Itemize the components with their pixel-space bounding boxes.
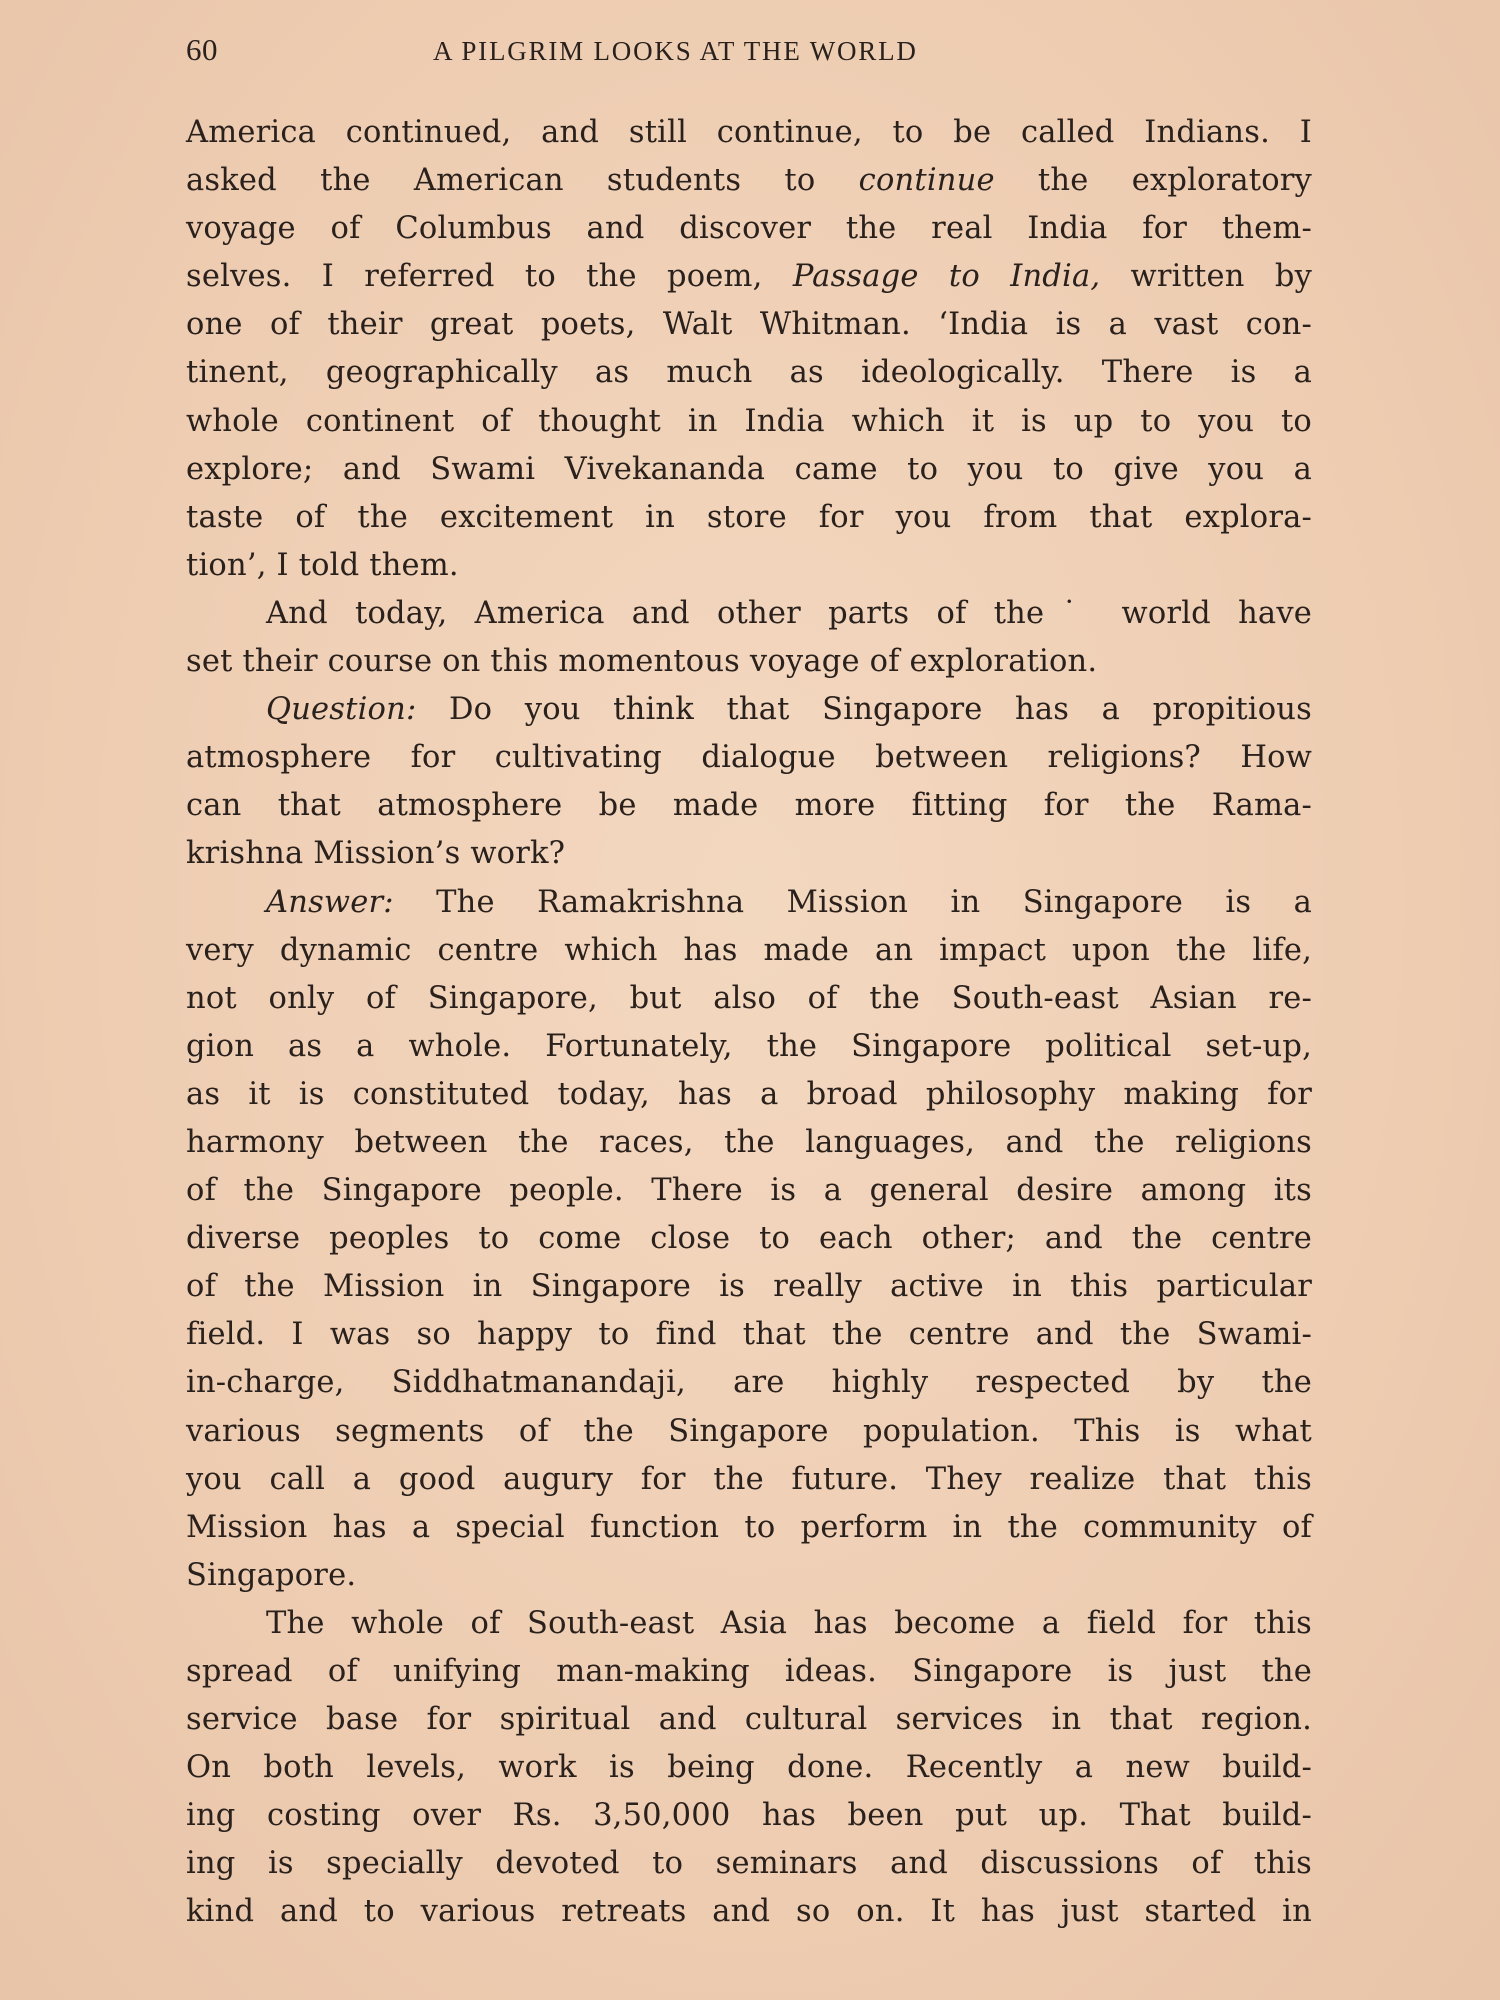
text-run: very dynamic centre which has made an impact upon the life, bbox=[186, 932, 1312, 968]
text-run: Do you think that Singapore has a propitious bbox=[416, 692, 1312, 728]
text-line bbox=[186, 1744, 1312, 1792]
text-run: And today, America and other parts of the˙ world have bbox=[266, 595, 1312, 631]
text-run: of the Mission in Singapore is really active in this particular bbox=[186, 1269, 1312, 1305]
text-run: explore; and Swami Vivekananda came to you to give you a bbox=[186, 451, 1312, 487]
text-line bbox=[186, 590, 1312, 638]
text-line bbox=[186, 686, 1312, 734]
text-run: of the Singapore people. There is a general desire among its bbox=[186, 1173, 1312, 1209]
text-line bbox=[186, 1359, 1312, 1407]
text-line bbox=[186, 1792, 1312, 1840]
paragraph bbox=[186, 590, 1312, 686]
text-run: one of their great poets, Walt Whitman. ‘India is a vast con- bbox=[186, 307, 1312, 343]
text-line bbox=[186, 398, 1312, 446]
page-header bbox=[186, 32, 1312, 76]
text-run: spread of unifying man-making ideas. Singapore is just the bbox=[186, 1654, 1312, 1689]
text-line bbox=[186, 638, 1312, 686]
text-line bbox=[186, 1600, 1312, 1648]
text-line bbox=[186, 301, 1312, 349]
text-run: the exploratory bbox=[994, 163, 1312, 199]
text-line bbox=[186, 1552, 1312, 1600]
running-title: A PILGRIM LOOKS AT THE WORLD bbox=[433, 36, 918, 66]
text-run: gion as a whole. Fortunately, the Singapore political set-up, bbox=[186, 1028, 1312, 1064]
text-line bbox=[186, 782, 1312, 830]
text-line bbox=[186, 1215, 1312, 1263]
text-line bbox=[186, 1071, 1312, 1119]
text-run: harmony between the races, the languages, and the religions bbox=[186, 1124, 1312, 1160]
text-run: selves. I referred to the poem, bbox=[186, 259, 793, 295]
italic-run: Passage to India, bbox=[792, 259, 1101, 295]
text-line bbox=[186, 446, 1312, 494]
text-run: whole continent of thought in India which it is up to you to bbox=[186, 403, 1312, 439]
text-run: tion’, I told them. bbox=[186, 547, 459, 583]
text-run: written by bbox=[1100, 259, 1313, 295]
text-line bbox=[186, 109, 1312, 157]
text-run: The Ramakrishna Mission in Singapore is a bbox=[393, 884, 1312, 920]
text-run: set their course on this momentous voyage of exploration. bbox=[186, 644, 1098, 680]
paragraph bbox=[186, 109, 1312, 590]
text-run: ing is specially devoted to seminars and discussions of this bbox=[186, 1846, 1312, 1882]
text-line bbox=[186, 542, 1312, 590]
text-line bbox=[186, 1311, 1312, 1359]
text-run: krishna Mission’s work? bbox=[186, 836, 566, 872]
text-line bbox=[186, 253, 1312, 301]
text-line bbox=[186, 1648, 1312, 1696]
text-line bbox=[186, 1167, 1312, 1215]
text-line bbox=[186, 1263, 1312, 1311]
body-text bbox=[186, 109, 1312, 1937]
text-run: ing costing over Rs. 3,50,000 has been put up. That build- bbox=[186, 1798, 1312, 1834]
text-run: atmosphere for cultivating dialogue between religions? How bbox=[186, 740, 1312, 776]
text-line bbox=[186, 1888, 1312, 1936]
page-number: 60 bbox=[186, 32, 218, 67]
text-line bbox=[186, 975, 1312, 1023]
text-run: you call a good augury for the future. They realize that this bbox=[186, 1461, 1312, 1497]
text-run: field. I was so happy to find that the centre and the Swami- bbox=[186, 1317, 1312, 1353]
text-line bbox=[186, 1408, 1312, 1456]
italic-run: Question: bbox=[266, 692, 417, 728]
paragraph bbox=[186, 879, 1312, 1600]
text-line bbox=[186, 1456, 1312, 1504]
text-line bbox=[186, 1119, 1312, 1167]
text-line bbox=[186, 927, 1312, 975]
text-run: The whole of South-east Asia has become a field for this bbox=[266, 1605, 1312, 1641]
text-run: Singapore. bbox=[186, 1557, 357, 1593]
text-line bbox=[186, 1840, 1312, 1888]
text-run: On both levels, work is being done. Recently a new build- bbox=[186, 1750, 1312, 1786]
paragraph bbox=[186, 686, 1312, 878]
text-run: voyage of Columbus and discover the real India for them- bbox=[186, 211, 1312, 247]
text-line bbox=[186, 494, 1312, 542]
text-line bbox=[186, 349, 1312, 397]
italic-run: continue bbox=[858, 163, 995, 199]
text-run: Mission has a special function to perform in the community of bbox=[186, 1509, 1312, 1545]
text-run: diverse peoples to come close to each other; and the centre bbox=[186, 1221, 1312, 1257]
text-line bbox=[186, 830, 1312, 878]
text-line bbox=[186, 734, 1312, 782]
text-run: America continued, and still continue, to be called Indians. I bbox=[186, 115, 1312, 150]
text-run: service base for spiritual and cultural services in that region. bbox=[186, 1702, 1312, 1738]
text-line bbox=[186, 1696, 1312, 1744]
text-line bbox=[186, 157, 1312, 205]
text-run: not only of Singapore, but also of the South-east Asian re- bbox=[186, 980, 1312, 1016]
text-run: asked the American students to bbox=[186, 163, 859, 199]
italic-run: Answer: bbox=[266, 884, 394, 920]
text-run: as it is constituted today, has a broad philosophy making for bbox=[186, 1076, 1312, 1112]
text-line bbox=[186, 205, 1312, 253]
text-run: kind and to various retreats and so on. It has just started in bbox=[186, 1894, 1312, 1930]
text-run: tinent, geographically as much as ideologically. There is a bbox=[186, 355, 1312, 391]
text-run: various segments of the Singapore population. This is what bbox=[186, 1413, 1312, 1449]
text-line bbox=[186, 1023, 1312, 1071]
text-line bbox=[186, 1504, 1312, 1552]
text-run: can that atmosphere be made more fitting for the Rama- bbox=[186, 788, 1312, 824]
text-run: taste of the excitement in store for you from that explora- bbox=[186, 499, 1312, 535]
text-run: in-charge, Siddhatmanandaji, are highly respected by the bbox=[186, 1365, 1312, 1401]
text-line bbox=[186, 879, 1312, 927]
paragraph bbox=[186, 1600, 1312, 1937]
